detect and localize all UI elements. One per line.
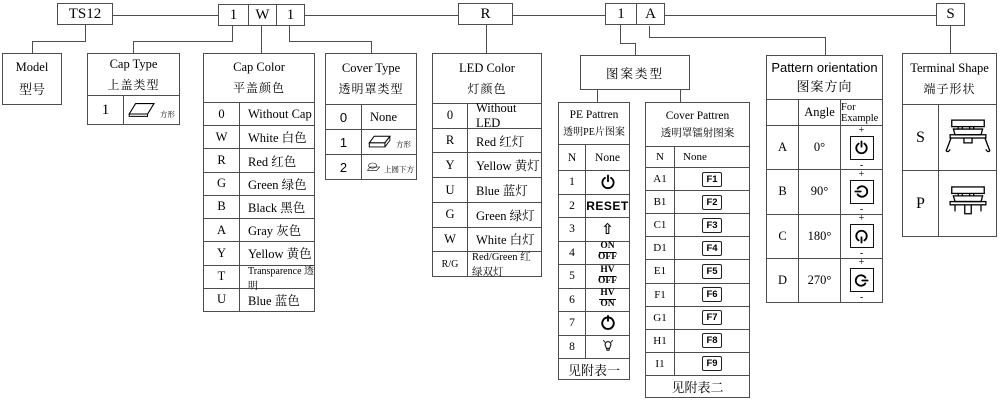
- angle-cell: 180°: [799, 215, 841, 258]
- terminal-icon-cell: [939, 105, 996, 170]
- fkey-cell: [675, 237, 749, 259]
- example-cell: [850, 126, 874, 170]
- code-box-cap-color: W: [248, 5, 276, 25]
- symbol-cell: [586, 312, 629, 335]
- table-row: [646, 307, 749, 330]
- table-row: [646, 214, 749, 237]
- connector-line: [649, 37, 826, 38]
- table-row: [903, 105, 996, 171]
- code-cell: T: [204, 266, 240, 288]
- connector-line: [232, 26, 233, 42]
- table-row: [326, 155, 416, 179]
- fkey-cell: [675, 284, 749, 306]
- table-row: [646, 191, 749, 214]
- code-cell: A: [767, 126, 799, 169]
- power-icon-270deg: [854, 273, 869, 288]
- cover-pattern-title-zh: 透明罩镭射图案: [660, 127, 735, 139]
- fkey-cell: [675, 191, 749, 213]
- fkey-label: F6: [702, 287, 721, 302]
- stack-bottom: ON: [600, 299, 615, 310]
- code-cell: U: [204, 289, 240, 311]
- cover-pattern-table: [645, 102, 750, 398]
- code-cell: 0: [204, 103, 240, 125]
- table-row: [903, 171, 996, 236]
- connector-line: [289, 26, 290, 42]
- pe-pattern-title-zh: 透明PE片图案: [563, 127, 625, 138]
- table-row: [559, 218, 629, 242]
- code-cell: E1: [646, 260, 675, 282]
- code-box-model: TS12: [57, 3, 113, 25]
- fkey-label: F1: [702, 172, 721, 187]
- angle-header: Angle: [799, 100, 841, 125]
- connector-line: [649, 26, 650, 37]
- minus-sign: -: [859, 292, 864, 304]
- stack-top: ON: [600, 241, 615, 252]
- code-cell: 2: [559, 195, 586, 218]
- code-cell: 4: [559, 242, 586, 265]
- table-row: [433, 203, 541, 228]
- cover-shape-cell: [362, 130, 416, 154]
- led-color-table: [432, 53, 542, 277]
- code-cell: G: [204, 173, 240, 195]
- example-cell: [850, 258, 874, 302]
- minus-sign: -: [859, 203, 864, 215]
- code-cell: B: [204, 196, 240, 218]
- code-cell: G: [433, 203, 468, 227]
- connector-line: [133, 41, 134, 53]
- orientation-subheader: [767, 100, 882, 126]
- minus-sign: -: [859, 248, 864, 260]
- orientation-title-zh: 图案方向: [796, 79, 853, 94]
- table-row: [559, 336, 629, 360]
- terminal-title-zh: 端子形状: [923, 82, 976, 96]
- table-row: [646, 237, 749, 260]
- example-header: For Example: [841, 101, 879, 124]
- fkey-label: F2: [702, 195, 721, 210]
- code-cell: 5: [559, 265, 586, 288]
- code-cell: R: [204, 149, 240, 171]
- code-box-cover-type: 1: [276, 5, 304, 25]
- round-cover-icon: [366, 157, 382, 177]
- cover-type-table: [325, 53, 417, 180]
- fkey-cell: [675, 353, 749, 375]
- pattern-orientation-table: [766, 55, 883, 303]
- table-row: [559, 289, 629, 313]
- led-color-title-en: LED Color: [459, 60, 515, 75]
- cover-type-title-en: Cover Type: [341, 61, 401, 75]
- pe-pattern-title-en: PE Pattren: [569, 109, 619, 121]
- stack-top: HV: [600, 264, 615, 275]
- pcb-terminal-icon: [942, 184, 994, 224]
- model-title-en: Model: [15, 60, 49, 74]
- cover-pattern-footer: 见附表二: [671, 379, 724, 395]
- code-box-cap-type: 1: [229, 6, 238, 23]
- connector-line: [371, 41, 372, 53]
- table-row: [204, 265, 315, 292]
- cap-color-title-zh: 平盖颜色: [232, 81, 285, 95]
- code-cell: S: [903, 105, 939, 170]
- connector-line: [620, 43, 636, 44]
- label-cell: Red/Green 红绿双灯: [472, 252, 531, 279]
- code-cell: R/G: [433, 252, 468, 276]
- code-cell: 2: [326, 155, 362, 179]
- symbol-cell: [586, 289, 629, 312]
- fkey-cell: [675, 168, 749, 190]
- symbol-cell: [586, 336, 629, 359]
- table-row: [204, 219, 314, 242]
- code-cell: I1: [646, 353, 675, 375]
- code-cell: 1: [88, 96, 124, 124]
- connector-line: [825, 37, 826, 55]
- table-row: [646, 147, 749, 168]
- table-row: [433, 178, 541, 203]
- cover-shape-cell: [362, 155, 416, 179]
- table-row: [559, 312, 629, 336]
- table-row: [559, 145, 629, 171]
- table-row: [559, 171, 629, 195]
- cover-shape-note: 上圆下方: [384, 165, 414, 174]
- symbol-cell: [586, 171, 629, 194]
- connector-line: [32, 41, 33, 53]
- connector-line: [597, 90, 598, 102]
- code-cell: G1: [646, 307, 675, 329]
- label-cell: Green 绿灯: [476, 208, 535, 223]
- code-group-cap: [218, 4, 305, 26]
- cap-type-title-en: Cap Type: [109, 56, 158, 71]
- code-cell: U: [433, 178, 468, 202]
- connector-line: [133, 41, 233, 42]
- example-cell: [850, 170, 874, 214]
- code-cell: 8: [559, 336, 586, 359]
- table-row: [559, 242, 629, 266]
- code-cell: 0: [433, 104, 468, 128]
- label-cell: Red 红灯: [476, 134, 525, 149]
- code-cell: N: [646, 147, 675, 167]
- power-standby-icon: [600, 174, 616, 190]
- label-cell: Green 绿色: [248, 177, 307, 192]
- table-row: [433, 100, 541, 130]
- code-cell: P: [903, 171, 939, 236]
- plus-sign: +: [858, 213, 865, 225]
- label-cell: Without LED: [476, 100, 517, 130]
- cap-shape-note: 方形: [160, 110, 175, 119]
- minus-sign: -: [859, 159, 864, 171]
- fkey-label: F7: [702, 310, 721, 325]
- stack-bottom: OFF: [598, 275, 617, 286]
- pattern-type-box: 图案类型: [580, 55, 690, 90]
- code-cell: F1: [646, 284, 675, 306]
- label-cell: White 白灯: [476, 233, 535, 248]
- connector-line: [950, 26, 951, 53]
- power-onoff-icon: [600, 315, 616, 331]
- connector-line: [32, 41, 86, 42]
- table-row: [433, 153, 541, 178]
- table-row: [88, 96, 179, 124]
- fkey-cell: [675, 307, 749, 329]
- cap-shape-cell: [124, 96, 179, 124]
- fkey-cell: [675, 330, 749, 352]
- symbol-cell: [586, 265, 629, 288]
- label-cell: White 白色: [248, 131, 307, 146]
- code-cell: W: [433, 228, 468, 252]
- connector-line: [486, 25, 487, 53]
- angle-cell: 90°: [799, 170, 841, 213]
- example-cell: [850, 214, 874, 258]
- label-cell: Blue 蓝灯: [476, 184, 528, 199]
- code-box-orientation: A: [636, 4, 664, 24]
- label-cell: Without Cap: [248, 106, 312, 121]
- label-cell: Transparence 透明: [248, 265, 315, 292]
- table-row: [646, 353, 749, 376]
- code-cell: A: [204, 219, 240, 241]
- code-cell: B: [767, 170, 799, 213]
- angle-cell: 270°: [799, 259, 841, 302]
- code-cell: A1: [646, 168, 675, 190]
- label-cell: Red 红色: [248, 154, 297, 169]
- table-row: [646, 330, 749, 353]
- table-row: [767, 126, 882, 170]
- power-icon-180deg: [854, 229, 869, 244]
- table-row: [433, 252, 541, 279]
- table-row: [646, 284, 749, 307]
- connector-line: [85, 25, 86, 42]
- lamp-icon: [599, 338, 617, 355]
- table-row: [433, 129, 541, 154]
- table-row: [326, 105, 416, 130]
- power-icon-0deg: [854, 140, 869, 155]
- label-cell: None: [595, 151, 620, 164]
- code-box-pattern: 1: [617, 5, 625, 22]
- fkey-cell: [675, 260, 749, 282]
- code-cell: 7: [559, 312, 586, 335]
- connector-line: [680, 90, 681, 102]
- table-row: [204, 173, 314, 196]
- connector-line: [620, 25, 621, 43]
- code-cell: R: [433, 129, 468, 153]
- square-cover-icon: [366, 133, 394, 151]
- label-cell: Yellow 黄色: [248, 247, 312, 262]
- led-color-title-zh: 灯颜色: [467, 81, 507, 96]
- model-title-zh: 型号: [18, 82, 45, 97]
- connector-line: [635, 43, 636, 55]
- table-row: [204, 103, 314, 126]
- terminal-shape-table: [902, 53, 997, 237]
- pe-pattern-footer: 见附表一: [567, 362, 620, 378]
- table-row: [204, 149, 314, 172]
- table-row: [646, 168, 749, 191]
- label-cell: Gray 灰色: [248, 224, 302, 239]
- fkey-label: F5: [702, 264, 721, 279]
- table-row: [767, 259, 882, 302]
- stack-bottom: OFF: [598, 252, 617, 263]
- connector-line: [261, 26, 262, 53]
- cover-shape-note: 方形: [396, 140, 411, 149]
- stack-top: HV: [600, 288, 615, 299]
- label-cell: Yellow 黄灯: [476, 159, 540, 174]
- table-row: [326, 130, 416, 155]
- table-row: [767, 215, 882, 259]
- code-box-terminal: S: [936, 3, 965, 26]
- cap-color-table: [203, 53, 315, 312]
- label-cell: Blue 蓝色: [248, 293, 300, 308]
- cover-type-title-zh: 透明罩类型: [338, 82, 404, 96]
- code-group-pattern: [605, 3, 665, 25]
- table-row: [204, 126, 314, 149]
- terminal-title-en: Terminal Shape: [910, 61, 989, 75]
- code-cell: N: [559, 145, 586, 170]
- code-cell: B1: [646, 191, 675, 213]
- label-cell: None: [370, 109, 398, 124]
- code-cell: W: [204, 126, 240, 148]
- power-icon-90deg: [854, 184, 869, 199]
- label-cell: RESET: [586, 198, 629, 213]
- table-row: [204, 289, 314, 311]
- cap-color-title-en: Cap Color: [233, 60, 285, 74]
- code-cell: C: [767, 215, 799, 258]
- label-cell: Black 黑色: [248, 200, 306, 215]
- fkey-label: F9: [702, 356, 721, 371]
- symbol-cell: [586, 242, 629, 265]
- table-row: [767, 170, 882, 214]
- table-row: [646, 260, 749, 283]
- model-table: [2, 53, 62, 105]
- code-cell: H1: [646, 330, 675, 352]
- fkey-label: F8: [702, 333, 721, 348]
- code-cell: 1: [559, 171, 586, 194]
- code-cell: 0: [326, 105, 362, 129]
- plus-sign: +: [858, 168, 865, 180]
- plus-sign: +: [858, 124, 865, 136]
- code-box-led: R: [458, 3, 513, 25]
- code-cell: D1: [646, 237, 675, 259]
- table-row: [559, 195, 629, 219]
- fkey-label: F3: [702, 218, 721, 233]
- pe-pattern-table: [558, 102, 630, 380]
- solder-terminal-icon: [942, 117, 994, 159]
- table-row: [559, 265, 629, 289]
- blank-cell: [767, 100, 799, 125]
- terminal-icon-cell: [939, 171, 996, 236]
- up-arrow-icon: ⇧: [601, 219, 614, 238]
- code-cell: 1: [326, 130, 362, 154]
- fkey-label: F4: [702, 241, 721, 256]
- code-cell: 6: [559, 289, 586, 312]
- cover-pattern-title-en: Cover Pattren: [665, 109, 730, 122]
- fkey-cell: [675, 214, 749, 236]
- plus-sign: +: [858, 257, 865, 269]
- label-cell: None: [683, 151, 707, 163]
- square-cap-icon: [126, 99, 158, 121]
- code-cell: D: [767, 259, 799, 302]
- cap-type-table: [87, 53, 180, 125]
- angle-cell: 0°: [799, 126, 841, 169]
- code-cell: Y: [433, 153, 468, 177]
- table-row: [204, 196, 314, 219]
- code-cell: 3: [559, 218, 586, 241]
- connector-line: [289, 41, 372, 42]
- orientation-title-en: Pattern orientation: [771, 60, 878, 75]
- code-cell: C1: [646, 214, 675, 236]
- code-cell: Y: [204, 242, 240, 264]
- cap-type-title-zh: 上盖类型: [107, 77, 160, 92]
